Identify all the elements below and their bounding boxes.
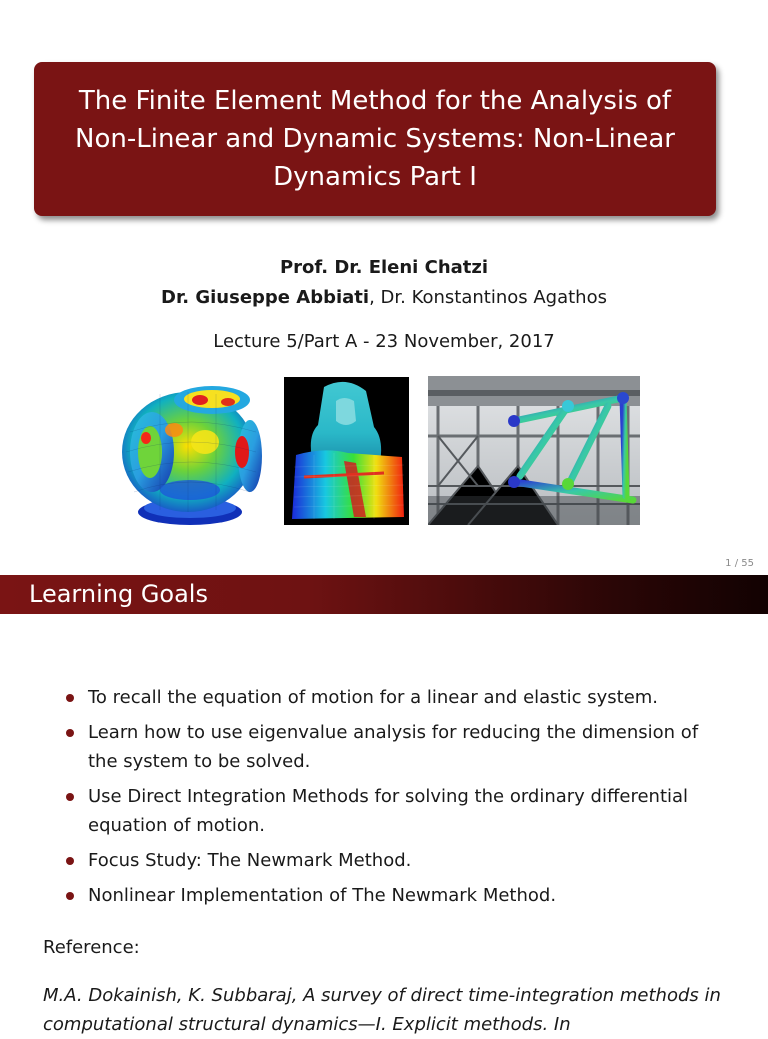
bullet-icon bbox=[66, 729, 74, 737]
goal-text: To recall the equation of motion for a linear and elastic system. bbox=[88, 687, 659, 708]
goal-text: Nonlinear Implementation of The Newmark Method. bbox=[88, 885, 557, 906]
bridge-truss-graphic bbox=[428, 376, 640, 525]
reference-text: M.A. Dokainish, K. Subbaraj, A survey of direct time-integration methods in computational structural dynamics—I. Explicit methods. In bbox=[43, 985, 721, 1035]
slide-title: The Finite Element Method for the Analysis of Non-Linear and Dynamic Systems: Non-Linear Dynamics Part I bbox=[75, 86, 675, 192]
fe-casing-image bbox=[110, 372, 268, 528]
author-primary: Prof. Dr. Eleni Chatzi bbox=[279, 257, 489, 278]
goals-list bbox=[66, 683, 726, 916]
fe-casing-graphic bbox=[110, 372, 268, 528]
section-title: Learning Goals bbox=[29, 580, 208, 608]
list-item bbox=[66, 881, 726, 910]
title-banner bbox=[34, 62, 716, 216]
bullet-icon bbox=[66, 793, 74, 801]
lecture-info: Lecture 5/Part A - 23 November, 2017 bbox=[213, 331, 555, 352]
fe-statue-image bbox=[284, 377, 409, 525]
fe-statue-graphic bbox=[284, 377, 409, 525]
author-second-bold: Dr. Giuseppe Abbiati bbox=[161, 287, 370, 308]
bridge-truss-image bbox=[428, 376, 640, 525]
list-item bbox=[66, 846, 726, 875]
goal-text: Learn how to use eigenvalue analysis for reducing the dimension of the system to be solved. bbox=[88, 722, 699, 772]
section-header bbox=[0, 575, 768, 614]
list-item bbox=[66, 782, 726, 840]
goal-text: Focus Study: The Newmark Method. bbox=[88, 850, 412, 871]
list-item bbox=[66, 718, 726, 776]
list-item bbox=[66, 683, 726, 712]
reference-label: Reference: bbox=[43, 937, 140, 958]
goal-text: Use Direct Integration Methods for solving the ordinary differential equation of motion. bbox=[88, 786, 689, 836]
bullet-icon bbox=[66, 694, 74, 702]
bullet-icon bbox=[66, 857, 74, 865]
page-number: 1 / 55 bbox=[725, 558, 754, 569]
author-secondary bbox=[0, 287, 768, 308]
bullet-icon bbox=[66, 892, 74, 900]
learning-goals-slide bbox=[0, 575, 768, 1035]
author-second-rest: , Dr. Konstantinos Agathos bbox=[369, 287, 607, 308]
